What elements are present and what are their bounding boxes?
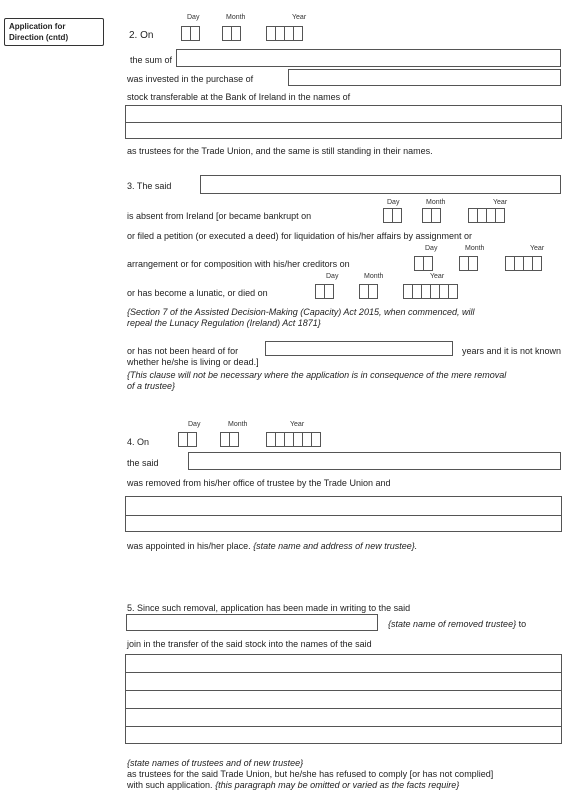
s5-refused-line2 <box>127 780 459 790</box>
s3-absent-label: is absent from Ireland [or became bankrupt on <box>127 211 312 221</box>
s3-clause-note <box>127 370 506 392</box>
s2-sum-field[interactable] <box>176 49 561 67</box>
s5-removed-trustee-field[interactable] <box>126 614 378 631</box>
section-tab-line2: Direction (cntd) <box>9 33 69 42</box>
s3-note-line1: {Section 7 of the Assisted Decision-Making (Capacity) Act 2015, when commenced, will <box>127 307 475 317</box>
day-caption: Day <box>387 199 400 206</box>
s2-month-field[interactable] <box>222 26 241 41</box>
s5-refused-text: with such application. <box>127 780 213 790</box>
s5-removed-note-line <box>388 619 526 629</box>
s3-lunatic-year-field[interactable] <box>403 284 458 299</box>
year-caption: Year <box>493 199 508 206</box>
s4-appointed-text <box>127 541 417 551</box>
section-tab <box>4 18 104 46</box>
s3-lunatic-day-field[interactable] <box>315 284 334 299</box>
s5-to-label: to <box>518 619 527 629</box>
s4-appointed-label: was appointed in his/her place. <box>127 541 251 551</box>
s2-on-label: 2. On <box>129 30 154 41</box>
s3-absent-day-field[interactable] <box>383 208 402 223</box>
s5-removed-note: {state name of removed trustee} <box>388 619 517 629</box>
s3-whether-text: whether he/she is living or dead.] <box>127 357 259 367</box>
s4-said-label: the said <box>127 458 159 468</box>
s2-invested-field[interactable] <box>288 69 561 86</box>
s3-arrangement-day-field[interactable] <box>414 256 433 271</box>
s3-arrangement-month-field[interactable] <box>459 256 478 271</box>
s2-names-field[interactable] <box>125 105 562 139</box>
year-caption: Year <box>290 421 305 428</box>
day-caption: Day <box>326 273 339 280</box>
s5-refused-note: {this paragraph may be omitted or varied as the facts require} <box>215 780 460 790</box>
s3-arrangement-label: arrangement or for composition with his/her creditors on <box>127 259 350 269</box>
s2-stock-label: stock transferable at the Bank of Ireland in the names of <box>127 92 351 102</box>
s4-day-field[interactable] <box>178 432 197 447</box>
s5-refused-line1: as trustees for the said Trade Union, but he/she has refused to comply [or has not complied] <box>127 769 494 779</box>
s4-new-trustee-field[interactable] <box>125 496 562 532</box>
year-caption: Year <box>430 273 445 280</box>
month-caption: Month <box>226 14 246 21</box>
s3-arrangement-year-field[interactable] <box>505 256 542 271</box>
s3-lunatic-label: or has become a lunatic, or died on <box>127 288 268 298</box>
s4-removed-text: was removed from his/her office of trustee by the Trade Union and <box>127 478 391 488</box>
s3-clause-line1: {This clause will not be necessary where the application is in consequence of the mere removal <box>127 370 507 380</box>
s4-appointed-note: {state name and address of new trustee}. <box>253 541 418 551</box>
month-caption: Month <box>465 245 485 252</box>
s3-years-field[interactable] <box>265 341 453 356</box>
section-tab-line1: Application for <box>9 22 66 31</box>
s3-said-field[interactable] <box>200 175 561 194</box>
day-caption: Day <box>188 421 201 428</box>
month-caption: Month <box>228 421 248 428</box>
s3-lunatic-month-field[interactable] <box>359 284 378 299</box>
s3-petition-text: or filed a petition (or executed a deed) for liquidation of his/her affairs by assignment or <box>127 231 473 241</box>
s2-trustees-text: as trustees for the Trade Union, and the same is still standing in their names. <box>127 146 433 156</box>
s3-years-label: years and it is not known <box>462 346 562 356</box>
s5-since-text: 5. Since such removal, application has been made in writing to the said <box>127 603 411 613</box>
s2-invested-label: was invested in the purchase of <box>127 74 254 84</box>
s3-clause-line2: of a trustee} <box>127 381 176 391</box>
s5-names-field[interactable] <box>125 654 562 744</box>
s3-said-label: 3. The said <box>127 181 172 191</box>
s3-absent-month-field[interactable] <box>422 208 441 223</box>
s2-year-field[interactable] <box>266 26 303 41</box>
s4-on-label: 4. On <box>127 437 150 447</box>
month-caption: Month <box>426 199 446 206</box>
s2-sum-label: the sum of <box>130 55 173 65</box>
s2-day-field[interactable] <box>181 26 200 41</box>
s3-not-heard-label: or has not been heard of for <box>127 346 239 356</box>
s3-absent-year-field[interactable] <box>468 208 505 223</box>
s3-note-line2: repeal the Lunacy Regulation (Ireland) Act 1871} <box>127 318 321 328</box>
day-caption: Day <box>187 14 200 21</box>
year-caption: Year <box>530 245 545 252</box>
s4-month-field[interactable] <box>220 432 239 447</box>
month-caption: Month <box>364 273 384 280</box>
s5-join-text: join in the transfer of the said stock into the names of the said <box>127 639 372 649</box>
year-caption: Year <box>292 14 307 21</box>
s3-note <box>127 307 475 329</box>
s4-said-field[interactable] <box>188 452 561 470</box>
s4-year-field[interactable] <box>266 432 321 447</box>
day-caption: Day <box>425 245 438 252</box>
s5-names-note: {state names of trustees and of new trustee} <box>127 758 304 768</box>
